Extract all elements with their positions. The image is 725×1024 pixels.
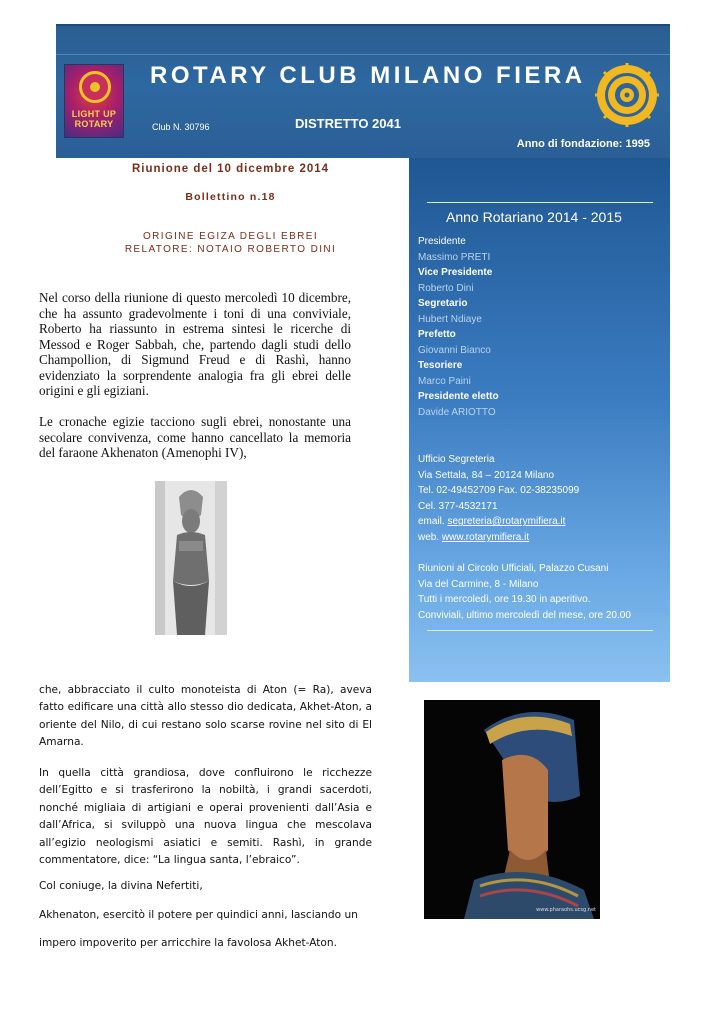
officer-name: Giovanni Bianco — [418, 344, 491, 356]
website-link[interactable]: www.rotarymifiera.it — [441, 531, 530, 543]
email-label: email. — [418, 516, 448, 528]
paragraph-4: In quella città grandiosa, dove confluirono le ricchezze dell’Egitto e si trasferirono la nobiltà, i grandi sacerdoti, nonché migliaia di artigiani e operai provenienti dall’Asia e dall’Africa, si sviluppò una nuova lingua che mescolava all’egizio neologismi asiatici e semiti. Rashì, in grande commentatore, dice: “La lingua santa, l’ebraico”. — [39, 767, 372, 867]
light-up-rotary-logo — [64, 64, 124, 138]
officer-role: Prefetto — [418, 329, 456, 340]
office-web-row — [418, 530, 666, 546]
nefertiti-bust-image — [424, 700, 600, 919]
officers-list — [418, 234, 658, 420]
officer-role: Segretario — [418, 298, 468, 309]
dinner-schedule: Conviviali, ultimo mercoledì del mese, ore 20.00 — [418, 609, 631, 621]
district: DISTRETTO 2041 — [295, 116, 401, 131]
office-cell: Cel. 377-4532171 — [418, 500, 498, 512]
paragraph-7: impero impoverito per arricchire la favolosa Akhet-Aton. — [39, 937, 337, 949]
bulletin-number: Bollettino n.18 — [185, 191, 276, 203]
office-phone: Tel. 02-49452709 Fax. 02-38235099 — [418, 485, 580, 497]
office-address: Via Settala, 84 – 20124 Milano — [418, 469, 555, 481]
web-label: web. — [418, 531, 442, 543]
meeting-date: Riunione del 10 dicembre 2014 — [131, 163, 330, 175]
officer-name: Massimo PRETI — [418, 251, 491, 263]
officer-role: Tesoriere — [418, 360, 463, 371]
meeting-address: Via del Carmine, 8 - Milano — [418, 578, 539, 590]
meeting-info — [418, 561, 666, 623]
akhenaton-statue-image — [155, 481, 227, 635]
office-contacts — [418, 452, 666, 546]
topic-speaker: RELATORE: NOTAIO ROBERTO DINI — [124, 244, 337, 255]
officer-name: Davide ARIOTTO — [418, 406, 496, 418]
sidebar — [409, 158, 670, 682]
club-number: Club N. 30796 — [152, 122, 210, 132]
paragraph-6: Akhenaton, esercitò il potere per quindici anni, lasciando un — [39, 909, 358, 921]
image-watermark: www.pharaohs.ucsg.net — [536, 907, 596, 913]
officer-role: Vice Presidente — [418, 267, 493, 278]
paragraph-2: Le cronache egizie tacciono sugli ebrei, nonostante una secolare convivenza, come hanno cancellato la memoria del faraone Akhenaton (Amenophi IV), — [39, 414, 351, 460]
statue-figure — [155, 481, 227, 635]
header-banner — [56, 24, 670, 158]
header-divider — [56, 54, 670, 55]
article-topic — [56, 230, 405, 256]
paragraph-1: Nel corso della riunione di questo mercoledì 10 dicembre, che ha assunto gradevolmente i toni di una conviviale, Roberto ha riassunto in estrema sintesi le ricerche di Messod e Roger Sabbah, che, partendo dagli studi dello Champollion, di Sigmund Freud e di Rashì, hanno evidenziato la sorprendente analogia fra gli ebrei delle origini e gli egiziani. — [39, 290, 351, 398]
meeting-schedule: Tutti i mercoledì, ore 19.30 in aperitivo. — [418, 594, 591, 606]
bust-figure — [424, 700, 600, 919]
officer-role: Presidente eletto — [418, 391, 499, 402]
officer-role: Presidente — [418, 236, 466, 247]
rotary-wheel-icon — [79, 71, 111, 103]
topic-title: ORIGINE EGIZA DEGLI EBREI — [142, 231, 319, 242]
office-email-row — [418, 514, 666, 530]
rotary-year: Anno Rotariano 2014 - 2015 — [446, 209, 622, 225]
sidebar-divider-bottom — [427, 630, 653, 631]
email-link[interactable]: segreteria@rotarymifiera.it — [447, 516, 566, 528]
club-title: ROTARY CLUB MILANO FIERA — [150, 62, 586, 89]
officer-name: Roberto Dini — [418, 282, 474, 294]
rotary-international-logo — [592, 60, 662, 130]
officer-name: Marco Paini — [418, 375, 471, 387]
founding-year: Anno di fondazione: 1995 — [516, 138, 650, 150]
logo-text: LIGHT UP ROTARY — [71, 109, 117, 129]
sidebar-divider-top — [427, 202, 653, 203]
officer-name: Hubert Ndiaye — [418, 313, 482, 325]
meeting-venue: Riunioni al Circolo Ufficiali, Palazzo Cusani — [418, 563, 609, 574]
office-title: Ufficio Segreteria — [418, 454, 495, 465]
paragraph-3: che, abbracciato il culto monoteista di Aton (= Ra), aveva fatto edificare una città allo stesso dio dedicata, Akhet-Aton, a oriente del Nilo, di cui restano solo scarse rovine nel sito di El Amarna. — [39, 684, 372, 749]
paragraph-5: Col coniuge, la divina Nefertiti, — [39, 880, 203, 892]
